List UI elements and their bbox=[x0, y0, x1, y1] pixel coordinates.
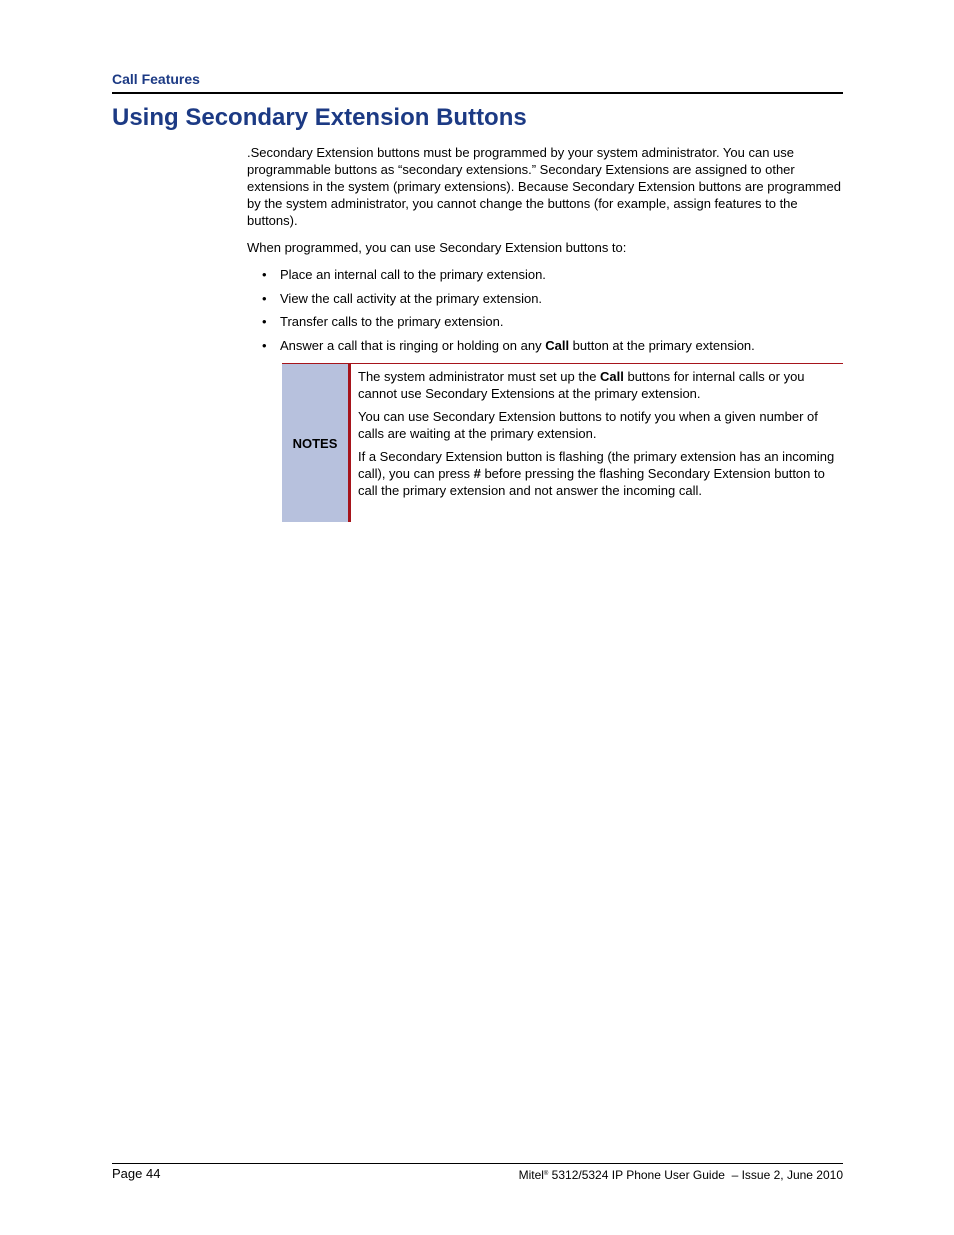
note-paragraph bbox=[358, 448, 843, 499]
feature-list bbox=[247, 266, 843, 354]
intro-paragraph: .Secondary Extension buttons must be programmed by your system administrator. You can use programmable buttons as “secondary extensions.” Secondary Extensions are assigned to other extensions in the system (primary extensions). Because Secondary Extension buttons are programmed by the system administrator, you cannot change the buttons (for example, assign features to the buttons). bbox=[247, 145, 841, 228]
list-item bbox=[247, 313, 843, 330]
list-item-text: Place an internal call to the primary extension. bbox=[280, 267, 546, 282]
notes-label: NOTES bbox=[282, 364, 351, 522]
lead-paragraph: When programmed, you can use Secondary Extension buttons to: bbox=[247, 240, 627, 255]
bold-term: Call bbox=[600, 369, 624, 384]
footer-rule bbox=[112, 1163, 843, 1164]
note-paragraph bbox=[358, 368, 843, 402]
bullet-icon: • bbox=[262, 314, 267, 329]
bullet-icon: • bbox=[262, 290, 267, 306]
text-run: before pressing the flashing Secondary Extension button to call the primary extension and not answer the incoming call. bbox=[358, 466, 825, 498]
note-paragraph: You can use Secondary Extension buttons to notify you when a given number of calls are waiting at the primary extension. bbox=[358, 409, 818, 441]
text-run: The system administrator must set up the bbox=[358, 369, 601, 384]
list-item bbox=[247, 337, 843, 354]
text-run: Answer a call that is ringing or holding on any bbox=[280, 337, 546, 353]
bullet-icon: • bbox=[262, 267, 267, 282]
registered-mark: ® bbox=[543, 1171, 549, 1177]
text-run: button at the primary extension. bbox=[569, 337, 755, 353]
footer-doc-title bbox=[519, 1168, 843, 1182]
header-rule bbox=[112, 92, 843, 94]
list-item-text bbox=[280, 338, 755, 353]
notes-box bbox=[282, 363, 843, 522]
doc-title: 5312/5324 IP Phone User Guide – Issue 2, June 2010 bbox=[548, 1168, 843, 1182]
list-item-text: Transfer calls to the primary extension. bbox=[280, 314, 504, 329]
brand-name: Mitel bbox=[518, 1168, 544, 1182]
page-title: Using Secondary Extension Buttons bbox=[112, 104, 527, 131]
list-item-text: View the call activity at the primary extension. bbox=[280, 290, 543, 306]
list-item bbox=[247, 266, 843, 283]
notes-content bbox=[351, 364, 843, 522]
bullet-icon: • bbox=[262, 337, 267, 353]
text-run: If a Secondary Extension button is flashing (the primary extension has an incoming call), you can press bbox=[358, 449, 835, 481]
text-run: buttons for internal calls or you cannot use Secondary Extensions at the primary extension. bbox=[358, 369, 805, 401]
page-number: Page 44 bbox=[112, 1166, 161, 1181]
section-label: Call Features bbox=[112, 71, 200, 87]
bold-term: Call bbox=[545, 337, 570, 353]
body-text bbox=[247, 144, 843, 360]
list-item bbox=[247, 290, 843, 307]
bold-term: # bbox=[473, 466, 481, 481]
